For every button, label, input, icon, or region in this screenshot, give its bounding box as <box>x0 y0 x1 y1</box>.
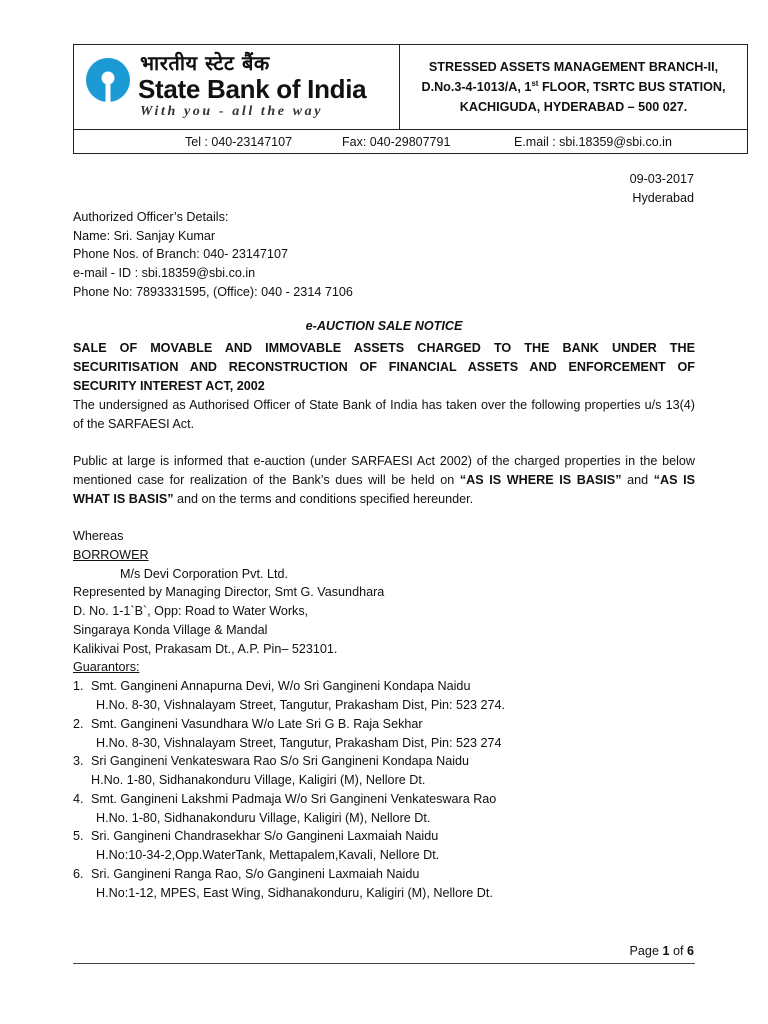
contact-row <box>74 129 747 154</box>
guarantor-name: Sri Gangineni Venkateswara Rao S/o Sri Gangineni Kondapa Naidu <box>91 754 470 768</box>
page-number: Page 1 of 6 <box>629 944 694 958</box>
guarantor-name: Smt. Gangineni Lakshmi Padmaja W/o Sri Gangineni Venkateswara Rao <box>91 792 497 806</box>
guarantor-number: 2. <box>73 717 84 731</box>
guarantor-number: 3. <box>73 754 84 768</box>
notice-place: Hyderabad <box>632 191 694 205</box>
logo-hindi-name: भारतीय स्टेट बैंक <box>140 51 270 75</box>
logo-english-name: State Bank of India <box>138 74 367 104</box>
guarantor-number: 1. <box>73 679 84 693</box>
officer-heading: Authorized Officer’s Details: <box>73 210 229 224</box>
guarantor-address: H.No. 1-80, Sidhanakonduru Village, Kaligiri (M), Nellore Dt. <box>91 773 426 787</box>
address-line-2: D.No.3-4-1013/A, 1st FLOOR, TSRTC BUS STATION, <box>421 78 726 94</box>
officer-branch-phone: Phone Nos. of Branch: 040- 23147107 <box>73 247 288 261</box>
guarantor-number: 5. <box>73 829 84 843</box>
guarantor-name: Smt. Gangineni Vasundhara W/o Late Sri G B. Raja Sekhar <box>91 717 423 731</box>
letterhead <box>73 44 748 154</box>
guarantor-name: Smt. Gangineni Annapurna Devi, W/o Sri Gangineni Kondapa Naidu <box>91 679 471 693</box>
guarantors-heading: Guarantors: <box>73 660 140 674</box>
borrower-line: Singaraya Konda Village & Mandal <box>73 623 268 637</box>
notice-paragraph-2: Public at large is informed that e-auction (under SARFAESI Act 2002) of the charged properties in the below mentioned case for realization of the Bank’s dues will be held on “AS IS WHERE IS BASIS” and “AS IS WHAT IS BASIS” and on the terms and conditions specified hereunder. <box>73 454 695 506</box>
guarantor-address: H.No:10-34-2,Opp.WaterTank, Mettapalem,Kavali, Nellore Dt. <box>96 848 440 862</box>
guarantor-address: H.No. 1-80, Sidhanakonduru Village, Kaligiri (M), Nellore Dt. <box>96 811 431 825</box>
guarantor-address: H.No. 8-30, Vishnalayam Street, Tangutur, Prakasham Dist, Pin: 523 274. <box>96 698 506 712</box>
guarantor-number: 6. <box>73 867 84 881</box>
whereas-label: Whereas <box>73 529 124 543</box>
borrower-heading: BORROWER <box>73 548 149 562</box>
sbi-emblem-icon <box>84 56 132 104</box>
officer-phone: Phone No: 7893331595, (Office): 040 - 2314 7106 <box>73 285 353 299</box>
logo-tagline: With you - all the way <box>140 104 324 119</box>
guarantor-address: H.No:1-12, MPES, East Wing, Sidhanakonduru, Kaligiri (M), Nellore Dt. <box>96 886 493 900</box>
borrower-line: Represented by Managing Director, Smt G. Vasundhara <box>73 585 385 599</box>
guarantor-number: 4. <box>73 792 84 806</box>
notice-paragraph-1: The undersigned as Authorised Officer of State Bank of India has taken over the following properties u/s 13(4) of the SARFAESI Act. <box>73 398 695 431</box>
guarantor-name: Sri. Gangineni Chandrasekhar S/o Gangineni Laxmaiah Naidu <box>91 829 439 843</box>
email-address: E.mail : sbi.18359@sbi.co.in <box>514 135 672 149</box>
address-line-3: KACHIGUDA, HYDERABAD – 500 027. <box>459 100 688 114</box>
footer-divider <box>73 963 695 964</box>
guarantor-name: Sri. Gangineni Ranga Rao, S/o Gangineni Laxmaiah Naidu <box>91 867 420 881</box>
borrower-line: Kalikivai Post, Prakasam Dt., A.P. Pin– 523101. <box>73 642 338 656</box>
officer-name: Name: Sri. Sanjay Kumar <box>73 229 216 243</box>
borrower-name: M/s Devi Corporation Pvt. Ltd. <box>120 567 288 581</box>
officer-email: e-mail - ID : sbi.18359@sbi.co.in <box>73 266 256 280</box>
notice-date: 09-03-2017 <box>629 172 694 186</box>
branch-address <box>400 45 747 129</box>
tel-number: Tel : 040-23147107 <box>185 135 293 149</box>
notice-title: e-AUCTION SALE NOTICE <box>305 319 463 333</box>
fax-number: Fax: 040-29807791 <box>342 135 451 149</box>
notice-subject: SALE OF MOVABLE AND IMMOVABLE ASSETS CHARGED TO THE BANK UNDER THE SECURITISATION AND RECONSTRUCTION OF FINANCIAL ASSETS AND ENFORCEMENT OF SECURITY INTEREST ACT, 2002 <box>73 341 695 393</box>
logo-block <box>74 45 400 129</box>
guarantor-address: H.No. 8-30, Vishnalayam Street, Tangutur, Prakasham Dist, Pin: 523 274 <box>96 736 502 750</box>
borrower-line: D. No. 1-1`B`, Opp: Road to Water Works, <box>73 604 309 618</box>
address-line-1: STRESSED ASSETS MANAGEMENT BRANCH-II, <box>428 60 719 74</box>
